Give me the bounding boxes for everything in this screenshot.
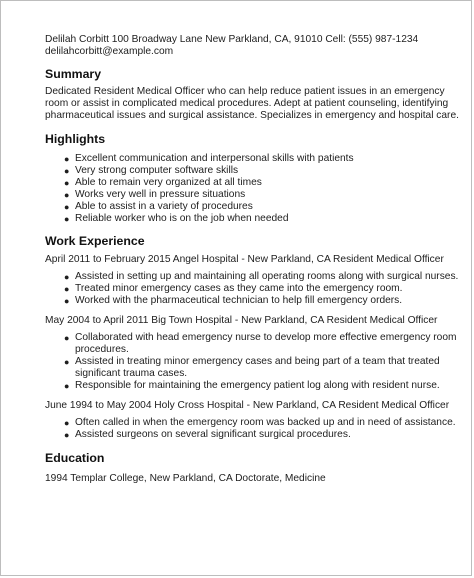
bullet-icon: ●: [64, 296, 70, 306]
work-experience-heading: Work Experience: [45, 234, 145, 248]
highlight-item: [45, 213, 465, 225]
highlight-text: Excellent communication and interpersonal skills with patients: [75, 153, 354, 164]
bullet-icon: ●: [64, 214, 70, 224]
bullet-icon: ●: [64, 381, 70, 391]
job-header: June 1994 to May 2004 Holy Cross Hospital - New Parkland, CA Resident Medical Officer: [45, 400, 450, 411]
bullet-icon: ●: [64, 418, 70, 428]
job-bullet: [45, 429, 465, 441]
contact-email: delilahcorbitt@example.com: [45, 46, 174, 57]
job-bullet-text: Treated minor emergency cases as they came into the emergency room.: [75, 283, 403, 294]
bullet-icon: ●: [64, 284, 70, 294]
bullet-icon: ●: [64, 272, 70, 282]
contact-address-line: Delilah Corbitt 100 Broadway Lane New Parkland, CA, 91010 Cell: (555) 987-1234: [45, 34, 419, 45]
bullet-icon: ●: [64, 357, 70, 367]
bullet-icon: ●: [64, 166, 70, 176]
job-bullet-text: Responsible for maintaining the emergency patient log along with resident nurse.: [75, 380, 440, 391]
job-entry: [45, 315, 465, 392]
highlights-heading: Highlights: [45, 132, 106, 146]
job-entry: [45, 254, 465, 307]
highlight-text: Reliable worker who is on the job when needed: [75, 213, 289, 224]
highlight-item: [45, 153, 465, 165]
bullet-icon: ●: [64, 202, 70, 212]
job-bullet-text: Collaborated with head emergency nurse to develop more effective emergency room procedures.: [75, 332, 457, 355]
contact-block: [45, 34, 465, 58]
education-heading: Education: [45, 451, 105, 465]
job-bullet-text: Assisted in setting up and maintaining all operating rooms along with surgical nurses.: [75, 271, 459, 282]
job-bullet: [45, 283, 465, 295]
job-bullets: [45, 271, 465, 307]
job-bullet: [45, 380, 465, 392]
bullet-icon: ●: [64, 154, 70, 164]
job-bullet: [45, 356, 465, 380]
highlight-item: [45, 165, 465, 177]
highlight-item: [45, 177, 465, 189]
job-bullet-text: Often called in when the emergency room was backed up and in need of assistance.: [75, 417, 456, 428]
highlight-text: Able to assist in a variety of procedures: [75, 201, 253, 212]
highlight-text: Very strong computer software skills: [75, 165, 239, 176]
highlight-item: [45, 201, 465, 213]
job-bullet: [45, 332, 465, 356]
highlight-text: Works very well in pressure situations: [75, 189, 246, 200]
job-bullet-text: Assisted in treating minor emergency cases and being part of a team that treated significant trauma cases.: [75, 356, 440, 379]
job-bullet-text: Worked with the pharmaceutical technician to help fill emergency orders.: [75, 295, 403, 306]
job-entry: [45, 400, 465, 441]
job-bullet-text: Assisted surgeons on several significant surgical procedures.: [75, 429, 351, 440]
job-header: May 2004 to April 2011 Big Town Hospital - New Parkland, CA Resident Medical Officer: [45, 315, 438, 326]
highlights-list: [45, 153, 465, 225]
resume-content: [45, 34, 465, 485]
job-header: April 2011 to February 2015 Angel Hospital - New Parkland, CA Resident Medical Officer: [45, 254, 444, 265]
job-bullet: [45, 295, 465, 307]
bullet-icon: ●: [64, 333, 70, 343]
bullet-icon: ●: [64, 430, 70, 440]
summary-heading: Summary: [45, 67, 102, 81]
bullet-icon: ●: [64, 178, 70, 188]
highlight-item: [45, 189, 465, 201]
summary-text: Dedicated Resident Medical Officer who can help reduce patient issues in an emergency room or assist in complicated medical procedures. Adept at patient counseling, identifying pharmaceutical issues and surgical assistance. Specializes in emergency and hospital care.: [45, 86, 459, 121]
education-text: 1994 Templar College, New Parkland, CA Doctorate, Medicine: [45, 473, 326, 484]
highlight-text: Able to remain very organized at all times: [75, 177, 262, 188]
bullet-icon: ●: [64, 190, 70, 200]
job-bullets: [45, 417, 465, 441]
job-bullet: [45, 271, 465, 283]
job-bullets: [45, 332, 465, 392]
job-bullet: [45, 417, 465, 429]
